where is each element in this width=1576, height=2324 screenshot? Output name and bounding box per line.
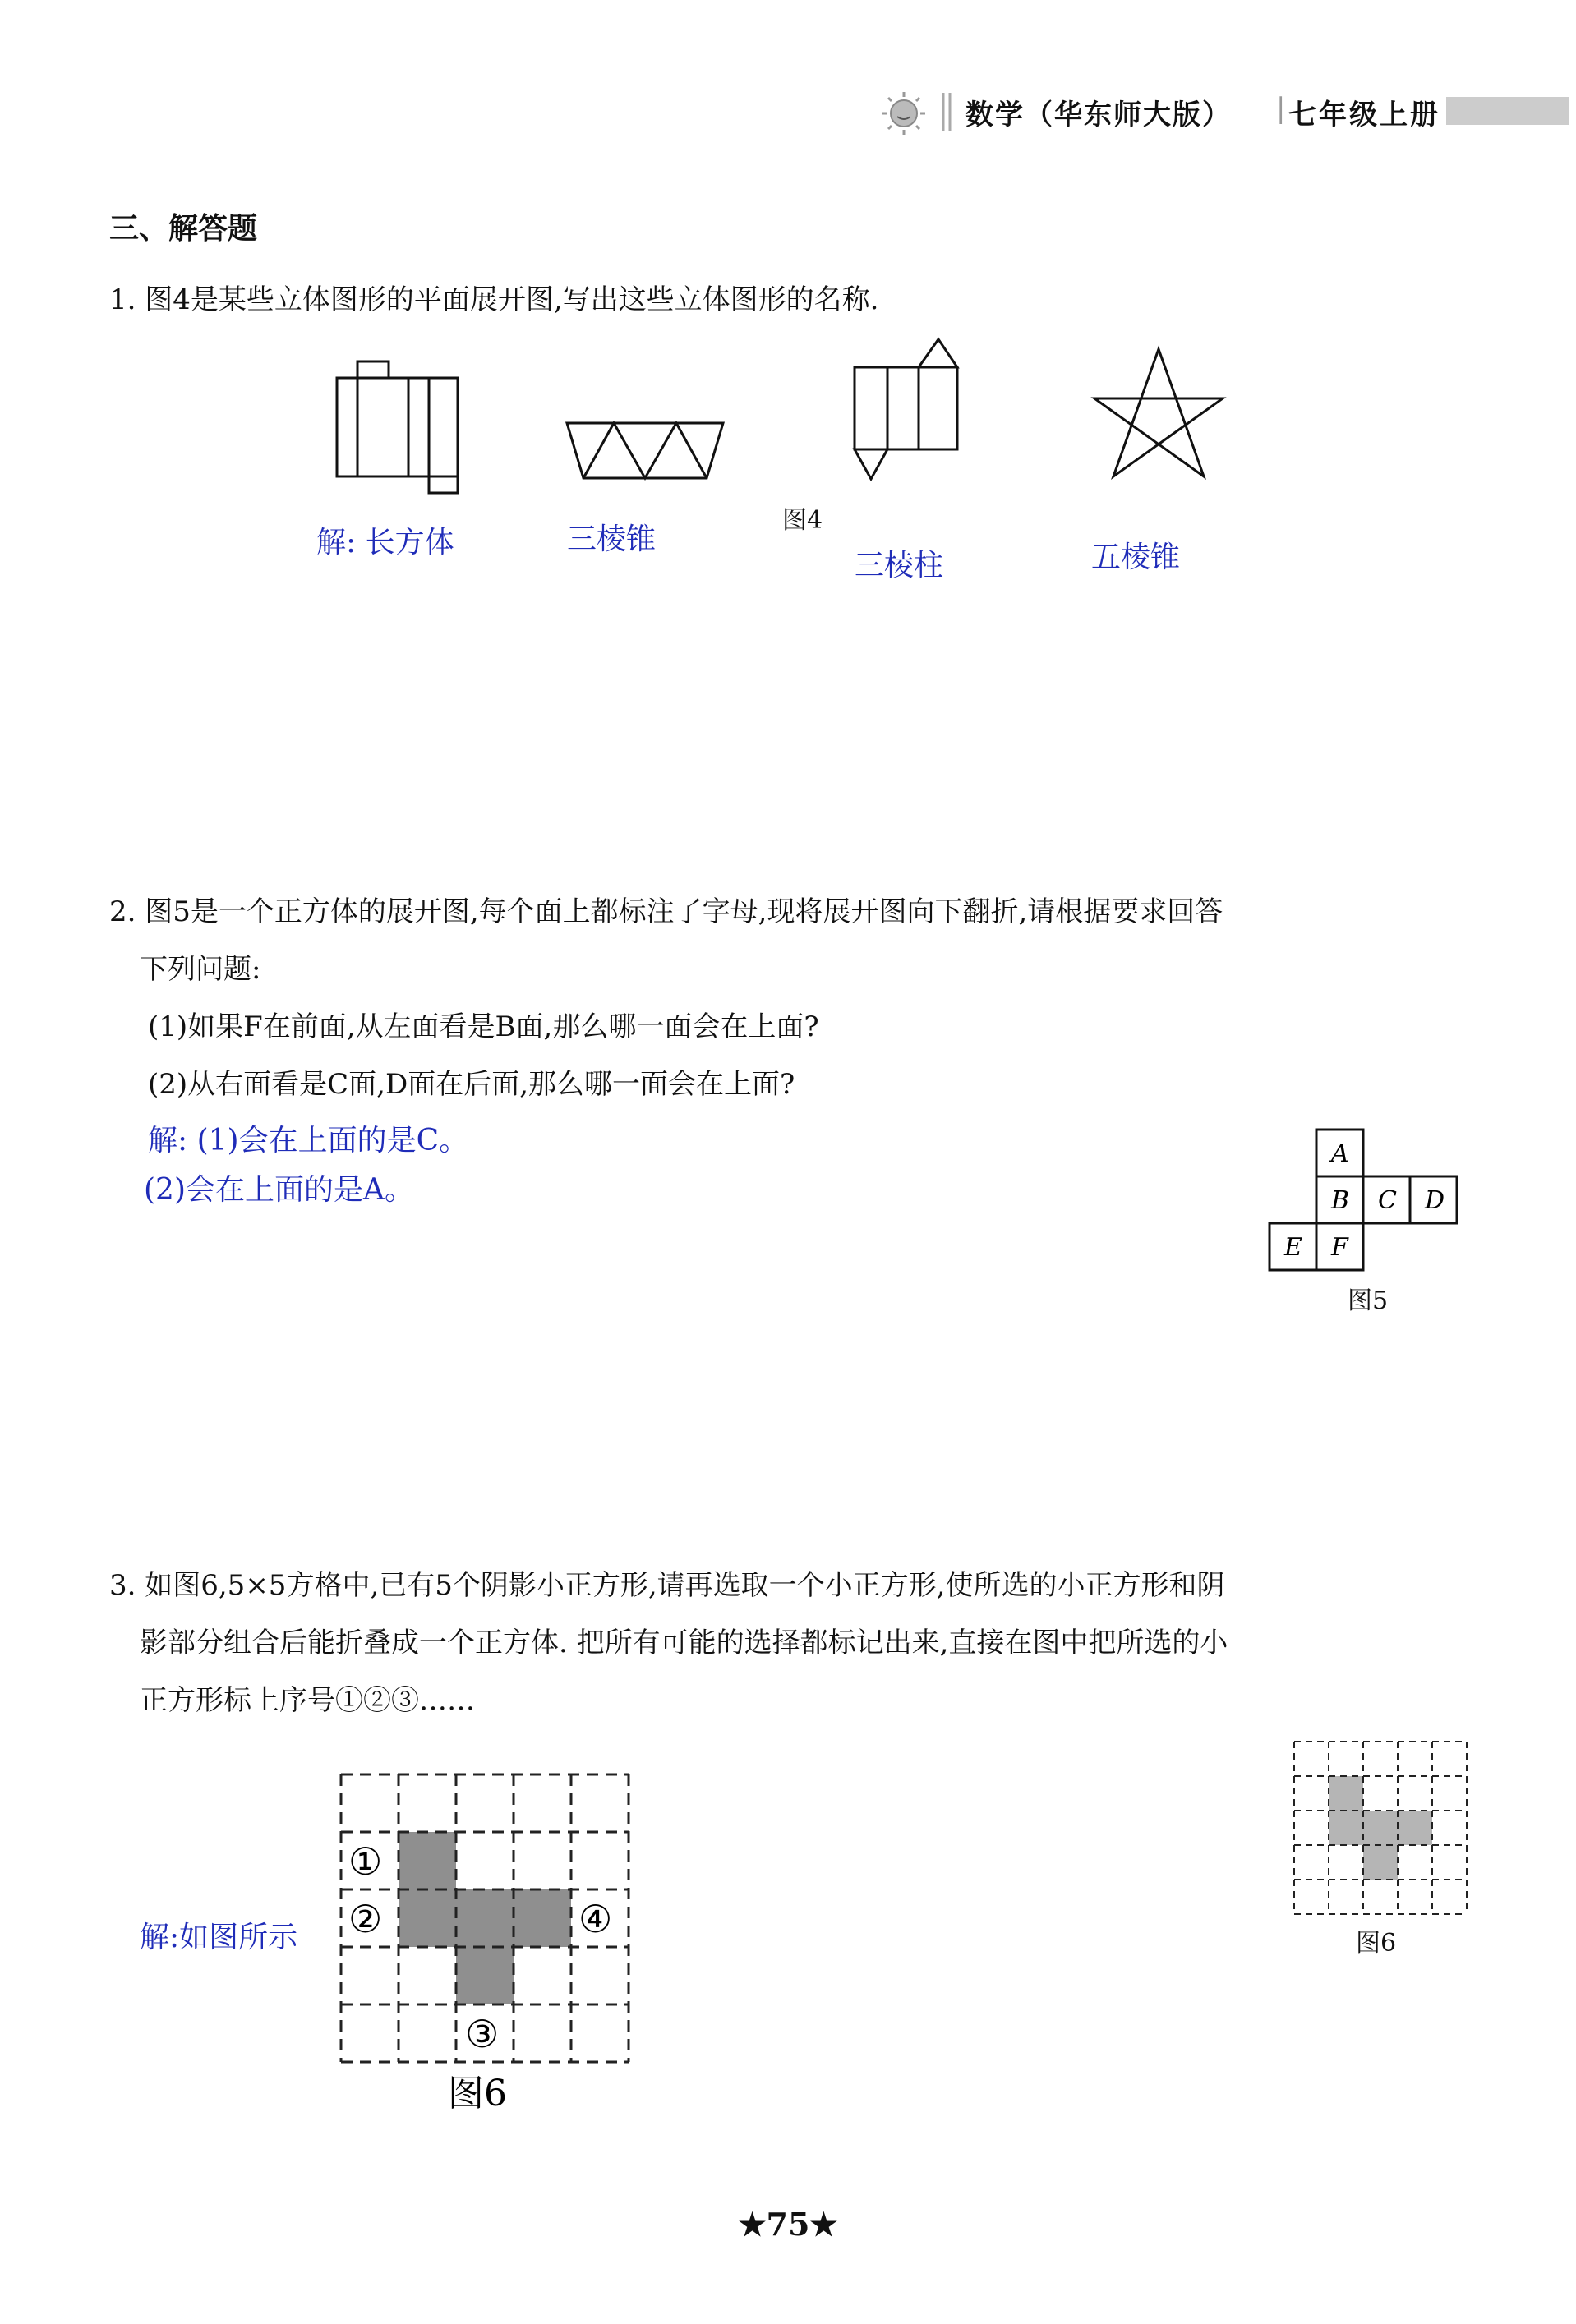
q1-answer-3: 三棱柱 [855, 549, 944, 582]
q1-answer-4: 五棱锥 [1091, 541, 1181, 574]
grade-label: 七年级上册 [1288, 99, 1440, 131]
q2-answer2: (2)会在上面的是A。 [144, 1173, 414, 1207]
q2-part1: (1)如果F在前面,从左面看是B面,那么哪一面会在上面? [148, 1010, 819, 1043]
label-e: E [1284, 1233, 1302, 1262]
fig6-caption: 图6 [1356, 1929, 1397, 1958]
label-f: F [1331, 1233, 1348, 1262]
header-divider-icon [939, 93, 956, 134]
sun-icon [879, 89, 929, 138]
q2-answer1: 解: (1)会在上面的是C。 [148, 1124, 469, 1157]
mark-4: ④ [578, 1897, 613, 1941]
label-c: C [1378, 1186, 1397, 1215]
header-decoration [1446, 97, 1569, 125]
section-title: 三、解答题 [109, 212, 258, 246]
q2-line1: 2. 图5是一个正方体的展开图,每个面上都标注了字母,现将展开图向下翻折,请根据要求回答 [109, 895, 1223, 928]
q1-answer-2: 三棱锥 [567, 522, 657, 556]
cube-net-figure5 [1265, 1125, 1463, 1290]
book-title: 数学（华东师大版） [965, 99, 1232, 131]
answer-grid-figure6 [337, 1774, 698, 2115]
net-pentagonal-pyramid [1085, 345, 1233, 493]
q3-line1: 3. 如图6,5×5方格中,已有5个阴影小正方形,请再选取一个小正方形,使所选的小正方形和阴 [109, 1569, 1225, 1602]
mark-1: ① [348, 1839, 383, 1884]
fig4-caption: 图4 [782, 506, 823, 535]
net-triangular-pyramid [563, 419, 727, 485]
header-separator: | [1276, 92, 1286, 125]
q1-text: 1. 图4是某些立体图形的平面展开图,写出这些立体图形的名称. [109, 283, 879, 316]
fig5-caption: 图5 [1348, 1286, 1389, 1315]
answer-fig-caption: 图6 [448, 2073, 507, 2115]
q1-answer-1: 解: 长方体 [316, 526, 454, 559]
net-cuboid [333, 361, 448, 509]
label-b: B [1331, 1186, 1350, 1215]
net-triangular-prism [846, 333, 961, 497]
q3-line3: 正方形标上序号①②③…… [140, 1684, 475, 1717]
mark-3: ③ [465, 2012, 500, 2056]
page-number: ★75★ [738, 2206, 838, 2243]
q2-part2: (2)从右面看是C面,D面在后面,那么哪一面会在上面? [148, 1068, 795, 1101]
q2-line2: 下列问题: [140, 953, 261, 986]
mark-2: ② [348, 1897, 383, 1941]
question-grid-figure6 [1294, 1742, 1475, 1922]
q3-answer: 解:如图所示 [140, 1921, 298, 1954]
label-d: D [1425, 1186, 1445, 1215]
q3-line2: 影部分组合后能折叠成一个正方体. 把所有可能的选择都标记出来,直接在图中把所选的小 [140, 1627, 1228, 1659]
label-a: A [1331, 1139, 1349, 1168]
